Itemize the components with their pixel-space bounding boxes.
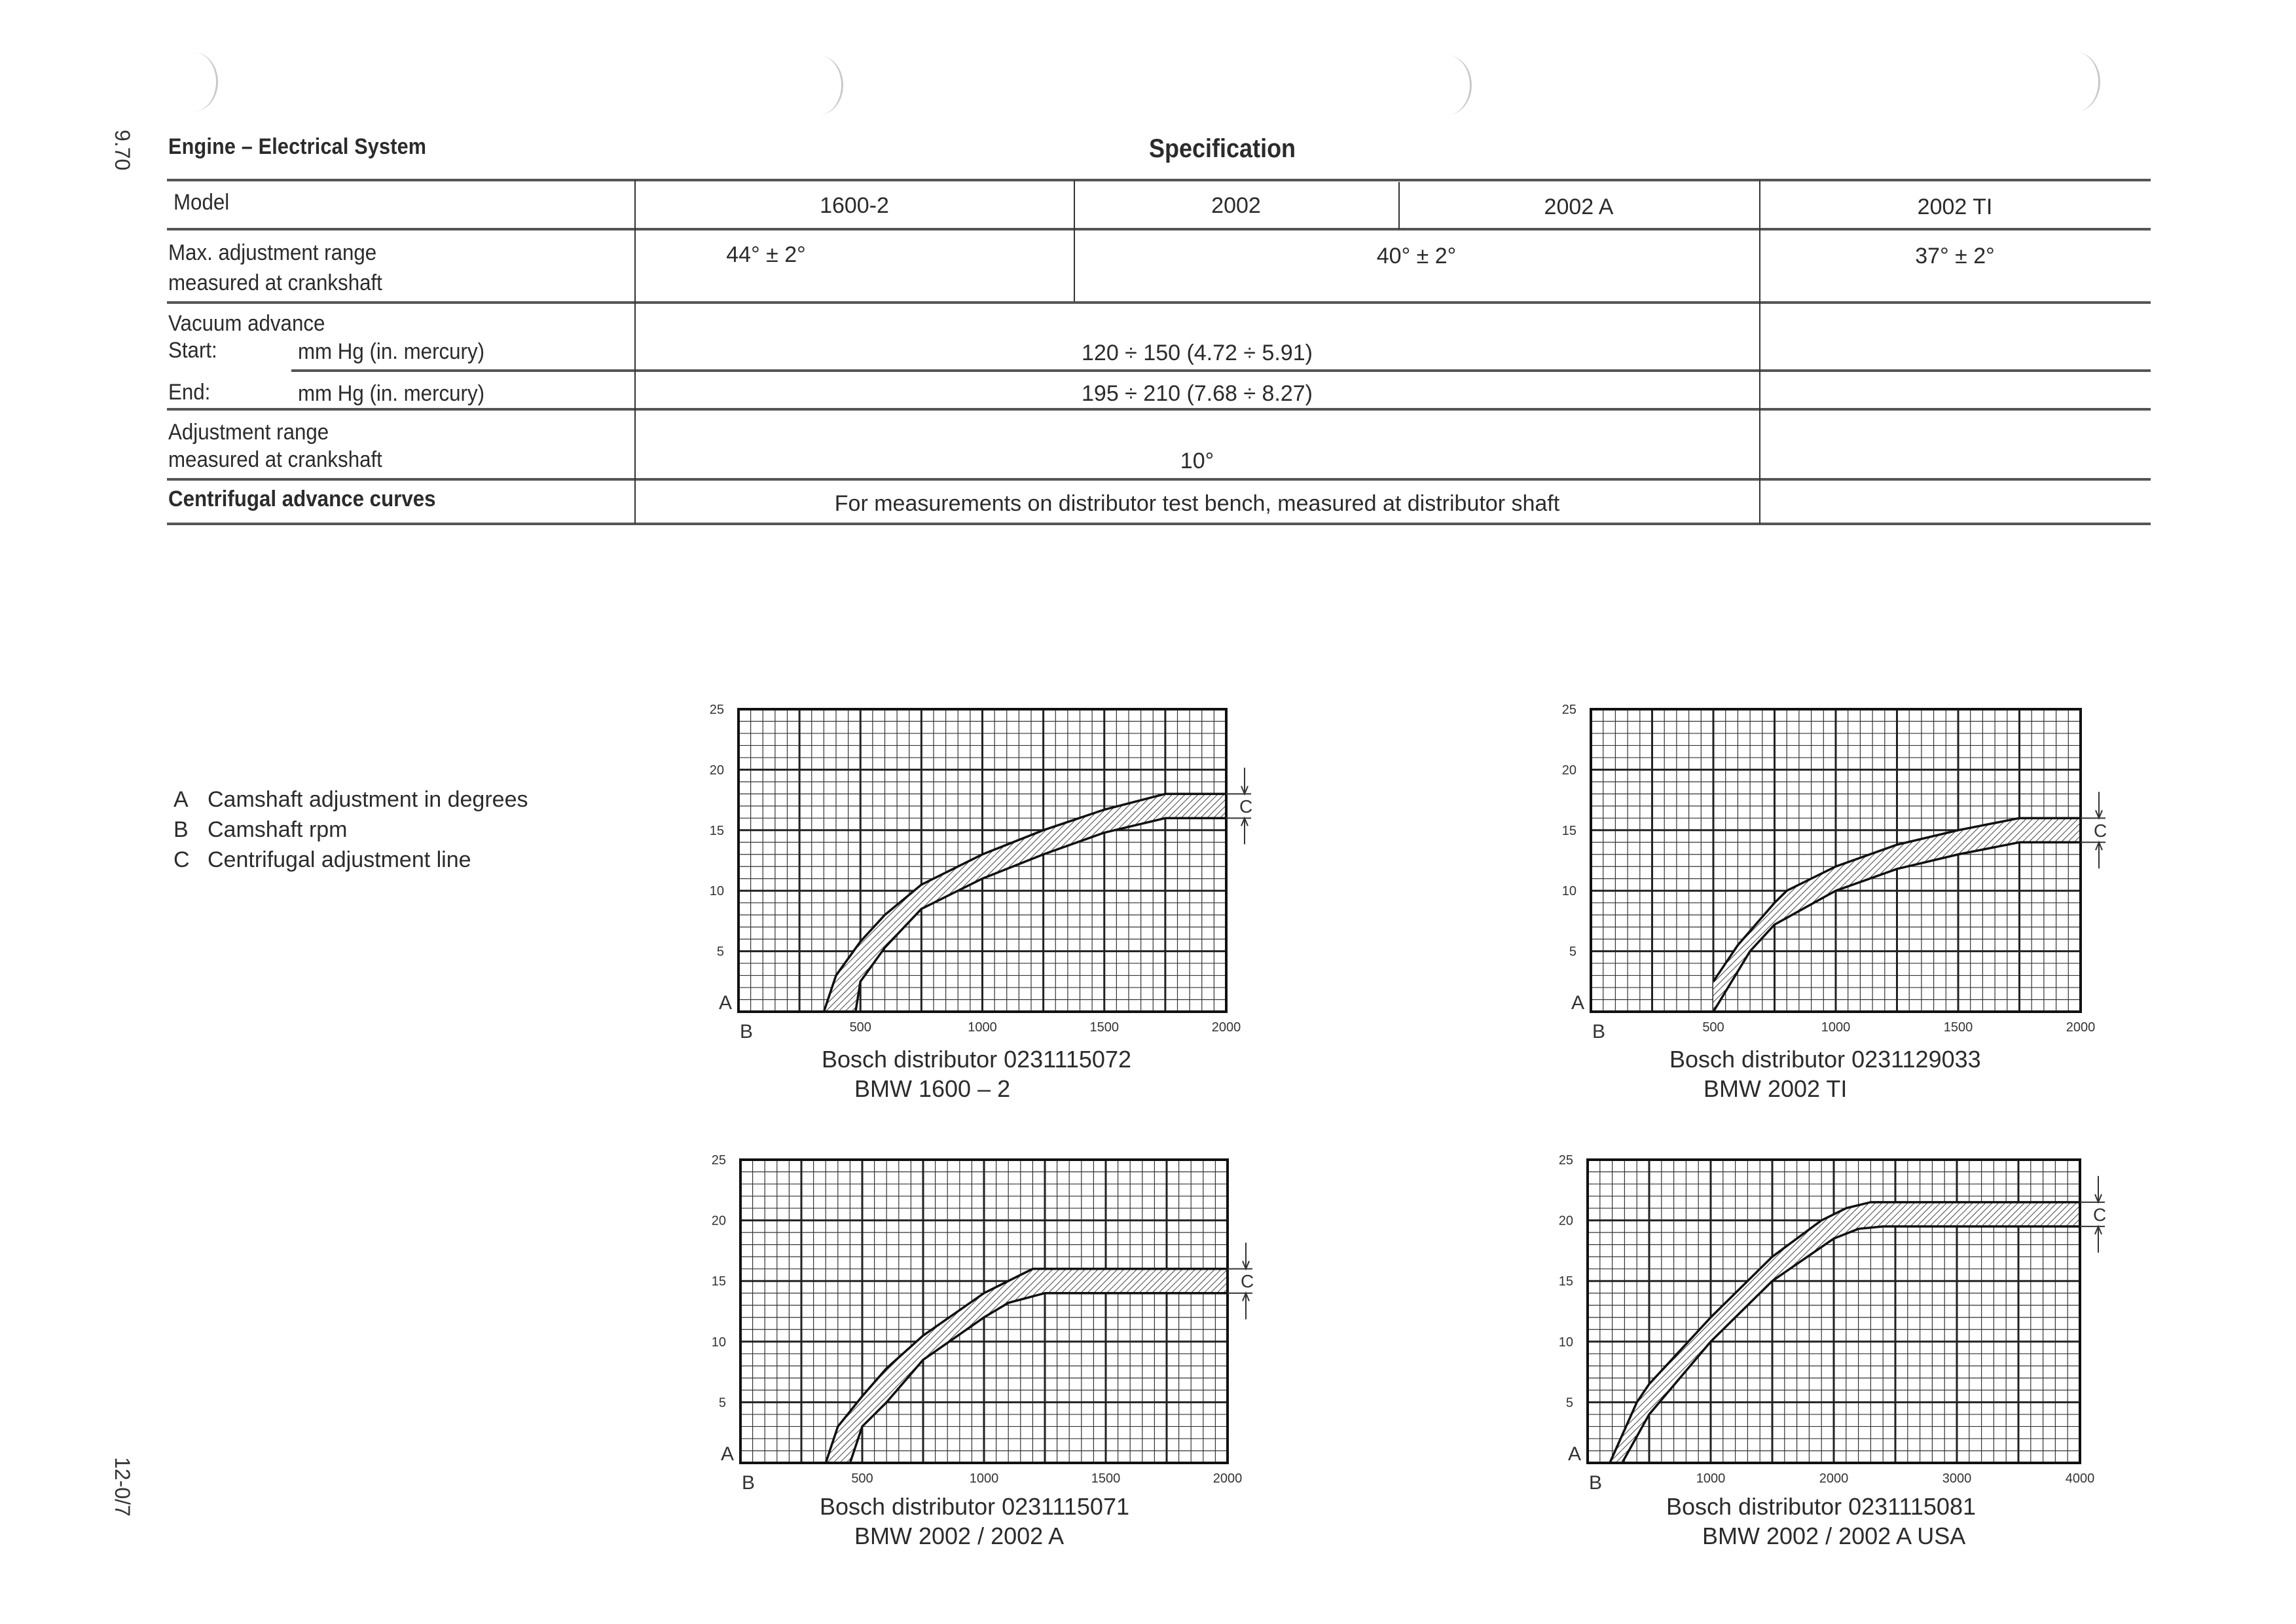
chart-2002 bbox=[711, 1153, 1254, 1494]
svg-text:1000: 1000 bbox=[969, 1471, 999, 1486]
svg-text:500: 500 bbox=[849, 1020, 871, 1035]
chart-2002-usa bbox=[1558, 1153, 2107, 1494]
svg-text:1000: 1000 bbox=[1821, 1020, 1851, 1035]
svg-text:2000: 2000 bbox=[1819, 1471, 1849, 1486]
row-sublabel: End: bbox=[168, 380, 211, 405]
row-label: Vacuum advance bbox=[168, 311, 325, 336]
svg-text:20: 20 bbox=[1561, 763, 1576, 778]
cell-value: For measurements on distributor test bench, measured at distributor shaft bbox=[834, 491, 1560, 516]
row-label: Max. adjustment range bbox=[168, 240, 377, 265]
svg-text:1000: 1000 bbox=[968, 1020, 997, 1035]
row-unit: mm Hg (in. mercury) bbox=[298, 381, 485, 406]
row-unit: mm Hg (in. mercury) bbox=[298, 339, 485, 364]
svg-text:B: B bbox=[1592, 1021, 1606, 1043]
divider bbox=[291, 369, 2151, 372]
divider bbox=[167, 228, 2151, 231]
chart-subcaption: BMW 2002 / 2002 A bbox=[854, 1522, 1065, 1549]
column-header-2002: 2002 bbox=[1211, 193, 1261, 218]
row-label: Adjustment range bbox=[168, 420, 329, 445]
svg-text:25: 25 bbox=[1561, 703, 1576, 717]
divider bbox=[167, 523, 2151, 525]
svg-text:10: 10 bbox=[711, 1335, 726, 1350]
svg-text:20: 20 bbox=[711, 1213, 726, 1228]
chart-caption: Bosch distributor 0231115072 bbox=[822, 1046, 1131, 1073]
column-header-2002ti: 2002 TI bbox=[1917, 194, 1993, 219]
svg-text:4000: 4000 bbox=[2065, 1471, 2095, 1486]
svg-text:C: C bbox=[1239, 796, 1253, 817]
chart-caption: Bosch distributor 0231115081 bbox=[1666, 1493, 1976, 1520]
svg-text:2000: 2000 bbox=[1211, 1020, 1241, 1035]
svg-text:A: A bbox=[719, 992, 733, 1014]
chart-1600-2 bbox=[709, 703, 1253, 1043]
svg-text:2000: 2000 bbox=[2066, 1020, 2096, 1035]
svg-text:3000: 3000 bbox=[1942, 1471, 1972, 1486]
svg-text:500: 500 bbox=[851, 1471, 873, 1486]
cell-value: 10° bbox=[1180, 449, 1214, 473]
svg-text:15: 15 bbox=[1558, 1274, 1573, 1289]
column-header-1600-2: 1600-2 bbox=[820, 193, 889, 218]
svg-text:1500: 1500 bbox=[1091, 1471, 1121, 1486]
divider bbox=[167, 301, 2151, 304]
divider bbox=[167, 179, 2151, 181]
svg-text:5: 5 bbox=[718, 1395, 726, 1411]
svg-text:10: 10 bbox=[1558, 1335, 1573, 1350]
svg-text:2000: 2000 bbox=[1212, 1471, 1243, 1486]
row-label: measured at crankshaft bbox=[168, 447, 382, 472]
cell-value: 120 ÷ 150 (4.72 ÷ 5.91) bbox=[1082, 341, 1313, 365]
cell-value: 195 ÷ 210 (7.68 ÷ 8.27) bbox=[1082, 381, 1313, 406]
column-header-model: Model bbox=[173, 190, 230, 215]
row-label: Centrifugal advance curves bbox=[168, 487, 436, 511]
cell-value: 44° ± 2° bbox=[726, 242, 806, 267]
chart-subcaption: BMW 1600 – 2 bbox=[854, 1075, 1011, 1102]
punch-hole bbox=[1424, 56, 1472, 115]
svg-text:B: B bbox=[1589, 1472, 1603, 1494]
section-title: Engine – Electrical System bbox=[168, 134, 427, 159]
svg-text:5: 5 bbox=[1569, 944, 1576, 959]
svg-text:A: A bbox=[721, 1443, 735, 1465]
svg-text:1500: 1500 bbox=[1943, 1020, 1973, 1035]
svg-text:C: C bbox=[2093, 1204, 2107, 1225]
column-header-2002a: 2002 A bbox=[1544, 194, 1614, 219]
chart-subcaption: BMW 2002 / 2002 A USA bbox=[1702, 1522, 1966, 1549]
svg-text:15: 15 bbox=[711, 1274, 726, 1289]
svg-text:A: A bbox=[1568, 1443, 1582, 1465]
cell-value: 40° ± 2° bbox=[1376, 244, 1457, 268]
column-divider bbox=[1759, 180, 1760, 524]
legend-item: C Centrifugal adjustment line bbox=[173, 847, 471, 872]
svg-text:1500: 1500 bbox=[1089, 1020, 1119, 1035]
svg-text:C: C bbox=[2094, 820, 2107, 841]
chart-caption: Bosch distributor 0231115071 bbox=[820, 1493, 1129, 1520]
svg-text:15: 15 bbox=[709, 823, 724, 838]
divider bbox=[167, 478, 2151, 481]
svg-text:25: 25 bbox=[709, 703, 724, 717]
svg-text:20: 20 bbox=[709, 763, 724, 778]
row-sublabel: Start: bbox=[168, 338, 217, 363]
svg-text:15: 15 bbox=[1561, 823, 1576, 838]
punch-hole bbox=[2052, 52, 2100, 111]
svg-text:1000: 1000 bbox=[1696, 1471, 1726, 1486]
cell-value: 37° ± 2° bbox=[1915, 244, 1995, 268]
chart-caption: Bosch distributor 0231129033 bbox=[1669, 1046, 1981, 1073]
svg-text:25: 25 bbox=[711, 1153, 726, 1168]
divider bbox=[167, 408, 2151, 411]
page-title: Specification bbox=[1149, 134, 1296, 163]
svg-text:10: 10 bbox=[1561, 884, 1576, 899]
row-label: measured at crankshaft bbox=[168, 270, 382, 295]
svg-text:25: 25 bbox=[1558, 1153, 1573, 1168]
punch-hole bbox=[795, 56, 843, 115]
legend-item: A Camshaft adjustment in degrees bbox=[173, 787, 528, 812]
legend-item: B Camshaft rpm bbox=[173, 817, 348, 842]
svg-text:B: B bbox=[742, 1472, 756, 1494]
svg-text:C: C bbox=[1241, 1271, 1254, 1292]
svg-text:5: 5 bbox=[1565, 1395, 1573, 1411]
chart-legend bbox=[173, 784, 528, 875]
chart-2002ti bbox=[1561, 703, 2107, 1043]
svg-text:20: 20 bbox=[1558, 1213, 1573, 1228]
chart-subcaption: BMW 2002 TI bbox=[1704, 1075, 1848, 1102]
svg-text:B: B bbox=[740, 1021, 754, 1043]
page-number: 12-0/7 bbox=[111, 1457, 134, 1517]
svg-text:5: 5 bbox=[716, 944, 724, 959]
punch-hole bbox=[170, 52, 218, 111]
revision-date: 9.70 bbox=[111, 130, 134, 171]
svg-text:10: 10 bbox=[709, 884, 724, 899]
svg-text:500: 500 bbox=[1702, 1020, 1724, 1035]
svg-text:A: A bbox=[1571, 992, 1585, 1014]
